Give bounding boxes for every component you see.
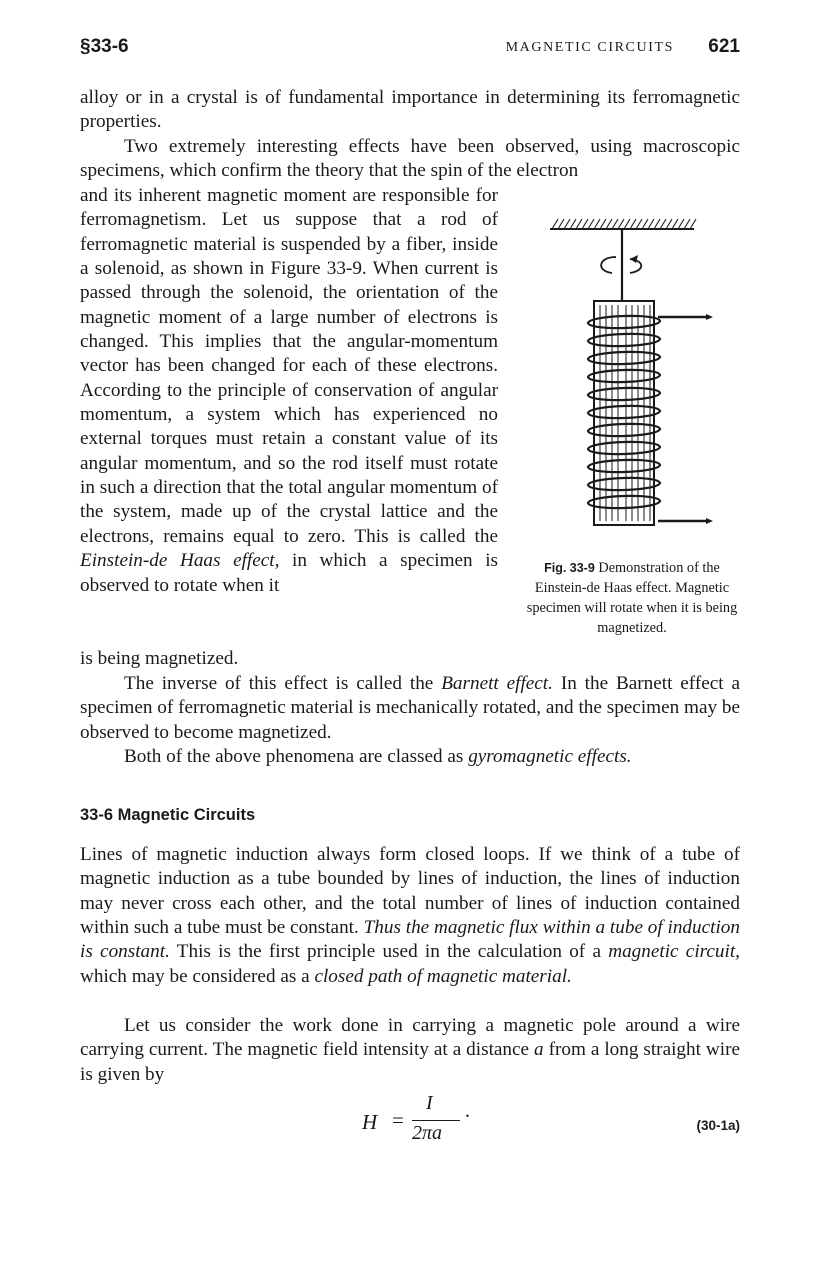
paragraph-3-text-a: The inverse of this effect is called the — [124, 673, 442, 694]
ceiling-hatching — [552, 219, 696, 229]
paragraph-5-text-b: This is the first principle used in the calculation of a — [169, 941, 609, 963]
lead-wire-bottom-end — [706, 518, 713, 524]
paragraph-6 — [80, 1014, 740, 1087]
paragraph-2-lead: Two extremely interesting effects have been observed, using macroscopic specimens, which confirm the theory that the spin of the electron — [80, 136, 740, 182]
paragraph-4-text-a: Both of the above phenomena are classed as — [124, 746, 469, 767]
rotation-arrowhead — [630, 255, 638, 263]
rotation-arrow-left — [601, 257, 616, 273]
running-title: MAGNETIC CIRCUITS — [505, 40, 674, 55]
einstein-de-haas-term: Einstein-de Haas effect, — [80, 550, 280, 572]
gyromagnetic-effects-term: gyromagnetic effects. — [468, 746, 632, 767]
equation-30-1a — [362, 1092, 492, 1152]
figure-caption — [520, 558, 744, 638]
figure-caption-text: Demonstration of the Einstein-de Haas effect. Magnetic specimen will rotate when it is being magnetized. — [526, 560, 738, 636]
equation-equals: = — [392, 1108, 404, 1132]
flux-statement: Thus the magnetic flux within a tube of induction is constant. — [80, 917, 740, 963]
equation-lhs: H — [362, 1110, 378, 1134]
solenoid-diagram — [546, 213, 718, 543]
distance-variable: a — [534, 1039, 544, 1061]
paragraph-2-text-a: and its inherent magnetic moment are responsible for ferromagnetism. Let us suppose that a rod of ferromagnetic material is suspended by a fiber, inside a solenoid, as shown in Figure 33-9. When current is passed through the solenoid, the orientation of the magnetic moment of a large number of electrons is changed. This implies that the angular-momentum vector has been changed for each of these electrons. According to the principle of conservation of angular momentum, a system which has experienced no external torques must retain a constant value of its angular momentum, and so the rod itself must rotate in such a direction that the total angular momentum of the system, made up of the crystal lattice and the electrons, remains equal to zero. This is called the — [80, 185, 498, 547]
paragraph-4 — [80, 745, 740, 769]
paragraph-5-text-c: which may be considered as a — [80, 965, 315, 987]
paragraph-2-text-b: in which a specimen is observed to rotate when it — [80, 550, 499, 596]
section-number: §33-6 — [80, 36, 129, 57]
fraction-bar — [412, 1120, 460, 1121]
paragraph-2-tail: is being magnetized. — [80, 648, 239, 669]
page-header — [80, 34, 740, 62]
equation-trailing-dot: · — [464, 1104, 471, 1128]
paragraph-2-wrapped — [80, 184, 498, 598]
paragraph-3-text-b: In the Barnett effect a specimen of ferromagnetic material is mechanically rotated, and the specimen may be observed to become magnetized. — [80, 673, 740, 743]
page-number: 621 — [708, 36, 740, 57]
paragraph-3 — [80, 672, 740, 745]
figure-label: Fig. 33-9 — [544, 561, 595, 575]
equation-denominator: 2πa — [412, 1122, 443, 1144]
paragraph-5 — [80, 843, 740, 989]
lead-wire-top-end — [706, 314, 713, 320]
equation-number: (30-1a) — [696, 1118, 740, 1133]
magnetic-circuit-term: magnetic circuit, — [608, 941, 740, 963]
equation-numerator: I — [426, 1092, 433, 1114]
paragraph-1: alloy or in a crystal is of fundamental importance in determining its ferromagnetic properties. — [80, 87, 740, 133]
closed-path-term: closed path of magnetic material. — [314, 965, 572, 987]
figure-einstein-de-haas — [546, 213, 718, 543]
barnett-effect-term: Barnett effect. — [441, 673, 553, 694]
paragraph-6-text-a: Let us consider the work done in carrying a magnetic pole around a wire carrying current. The magnetic field intensity at a distance — [80, 1015, 740, 1061]
section-heading: 33-6 Magnetic Circuits — [80, 806, 256, 824]
paragraph-6-text-b: from a long straight wire is given by — [80, 1039, 740, 1085]
paragraph-5-text-a: Lines of magnetic induction always form closed loops. If we think of a tube of magnetic induction as a tube bounded by lines of induction, the lines of induction may never cross each other, and the total number of lines of induction contained within such a tube must be constant. — [80, 844, 740, 939]
